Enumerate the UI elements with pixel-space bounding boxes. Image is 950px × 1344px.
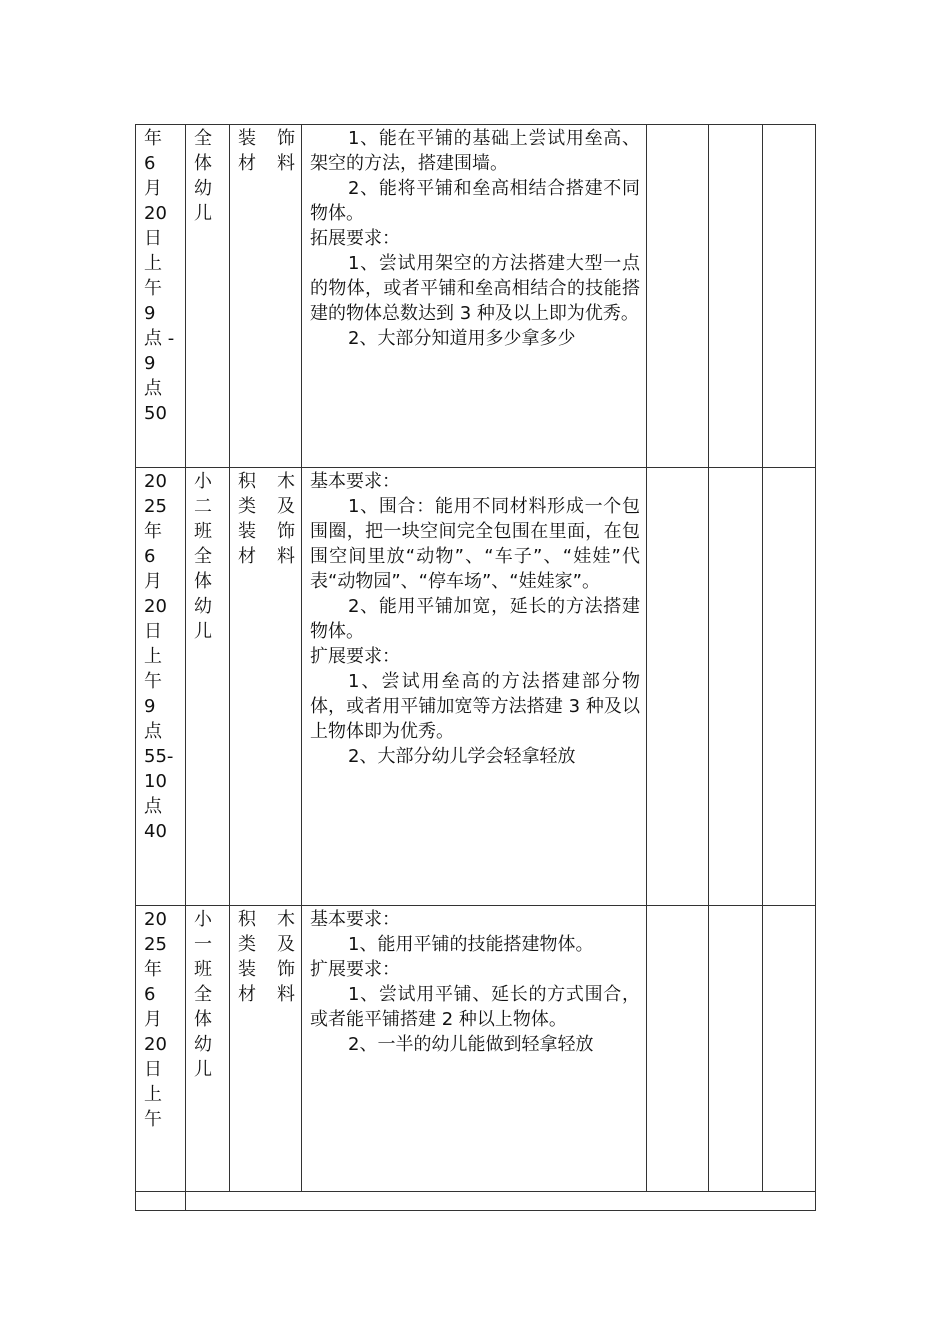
date-char: 9: [144, 303, 156, 324]
date-char: 点 -: [144, 328, 175, 349]
class-char: 体: [194, 153, 212, 174]
requirement-line: 2、大部分幼儿学会轻拿轻放: [348, 746, 576, 767]
date-char: 点: [144, 796, 162, 817]
class-char: 儿: [194, 203, 212, 224]
date-char: 6: [144, 153, 156, 174]
requirements-text: [302, 125, 646, 351]
class-char: 小: [194, 909, 212, 930]
class-text: [186, 468, 229, 644]
class-char: 体: [194, 1009, 212, 1030]
requirements-cell: [302, 906, 647, 1192]
empty-cell: [647, 906, 709, 1192]
date-char: 日: [144, 228, 162, 249]
requirement-line: 1、围合：能用不同材料形成一个包围圈，把一块空间完全包围在里面，在包围空间里放“动物”、“车子”、“娃娃”代表“动物园”、“停车场”、“娃娃家”。: [310, 496, 640, 592]
requirement-line: 基本要求：: [310, 909, 400, 930]
empty-cell: [763, 468, 816, 906]
date-char: 6: [144, 984, 156, 1005]
date-char: 午: [144, 278, 162, 299]
date-cell: [136, 468, 186, 906]
material-line: 积 木: [238, 471, 295, 492]
requirement-line: 拓展要求：: [310, 228, 400, 249]
date-text: [136, 468, 185, 844]
material-line: 类 及: [238, 934, 295, 955]
date-char: 午: [144, 1109, 162, 1130]
date-char: 月: [144, 178, 162, 199]
class-cell: [186, 906, 230, 1192]
date-text: [136, 906, 185, 1132]
material-text: [230, 906, 301, 1007]
class-char: 小: [194, 471, 212, 492]
class-text: [186, 125, 229, 226]
empty-cell: [763, 906, 816, 1192]
table-row: [136, 468, 816, 906]
date-char: 10: [144, 771, 167, 792]
date-char: 上: [144, 1084, 162, 1105]
requirement-line: 扩展要求：: [310, 959, 400, 980]
requirements-cell: [302, 468, 647, 906]
class-char: 全: [194, 128, 212, 149]
date-char: 月: [144, 571, 162, 592]
date-char: 上: [144, 253, 162, 274]
date-text: [136, 125, 185, 426]
empty-cell: [136, 1192, 186, 1211]
class-char: 儿: [194, 621, 212, 642]
material-line: 装 饰: [238, 128, 295, 149]
date-char: 50: [144, 403, 167, 424]
empty-cell: [709, 906, 763, 1192]
date-char: 20: [144, 471, 167, 492]
material-cell: [230, 468, 302, 906]
date-char: 年: [144, 959, 162, 980]
empty-cell: [709, 125, 763, 468]
date-char: 日: [144, 621, 162, 642]
class-char: 班: [194, 959, 212, 980]
material-line: 材料: [238, 984, 295, 1005]
material-line: 类 及: [238, 496, 295, 517]
class-char: 幼: [194, 1034, 212, 1055]
empty-cell: [186, 1192, 816, 1211]
class-cell: [186, 468, 230, 906]
date-char: 40: [144, 821, 167, 842]
date-char: 日: [144, 1059, 162, 1080]
requirement-line: 2、大部分知道用多少拿多少: [348, 328, 576, 349]
date-char: 上: [144, 646, 162, 667]
date-char: 点: [144, 721, 162, 742]
requirement-line: 2、能将平铺和垒高相结合搭建不同物体。: [310, 178, 640, 224]
class-cell: [186, 125, 230, 468]
empty-cell: [763, 125, 816, 468]
date-char: 9: [144, 353, 156, 374]
table-row: [136, 1192, 816, 1211]
material-text: [230, 125, 301, 176]
date-char: 25: [144, 934, 167, 955]
requirement-line: 扩展要求：: [310, 646, 400, 667]
requirement-line: 1、尝试用架空的方法搭建大型一点的物体，或者平铺和垒高相结合的技能搭建的物体总数达到 3 种及以上即为优秀。: [310, 253, 640, 324]
date-cell: [136, 906, 186, 1192]
requirement-line: 1、能用平铺的技能搭建物体。: [348, 934, 594, 955]
material-text: [230, 468, 301, 569]
date-cell: [136, 125, 186, 468]
requirement-line: 1、能在平铺的基础上尝试用垒高、架空的方法，搭建围墙。: [310, 128, 640, 174]
material-cell: [230, 906, 302, 1192]
requirements-text: [302, 468, 646, 769]
material-line: 材料: [238, 546, 295, 567]
empty-cell: [647, 125, 709, 468]
schedule-table: [135, 124, 816, 1211]
date-char: 25: [144, 496, 167, 517]
material-cell: [230, 125, 302, 468]
empty-cell: [647, 468, 709, 906]
requirement-line: 2、能用平铺加宽，延长的方法搭建物体。: [310, 596, 640, 642]
table-row: [136, 906, 816, 1192]
date-char: 午: [144, 671, 162, 692]
date-char: 月: [144, 1009, 162, 1030]
date-char: 年: [144, 521, 162, 542]
date-char: 9: [144, 696, 156, 717]
date-char: 55-: [144, 746, 174, 767]
class-char: 二: [194, 496, 212, 517]
date-char: 20: [144, 596, 167, 617]
class-char: 体: [194, 571, 212, 592]
class-char: 全: [194, 984, 212, 1005]
class-char: 全: [194, 546, 212, 567]
requirements-cell: [302, 125, 647, 468]
class-char: 幼: [194, 178, 212, 199]
class-char: 一: [194, 934, 212, 955]
material-line: 材料: [238, 153, 295, 174]
date-char: 20: [144, 1034, 167, 1055]
material-line: 装 饰: [238, 959, 295, 980]
requirement-line: 1、尝试用平铺、延长的方式围合，或者能平铺搭建 2 种以上物体。: [310, 984, 640, 1030]
date-char: 6: [144, 546, 156, 567]
material-line: 装 饰: [238, 521, 295, 542]
date-char: 点: [144, 378, 162, 399]
requirement-line: 1、尝试用垒高的方法搭建部分物体，或者用平铺加宽等方法搭建 3 种及以上物体即为优秀。: [310, 671, 640, 742]
material-line: 积 木: [238, 909, 295, 930]
requirement-line: 基本要求：: [310, 471, 400, 492]
date-char: 20: [144, 909, 167, 930]
date-char: 20: [144, 203, 167, 224]
requirements-text: [302, 906, 646, 1057]
table-row: [136, 125, 816, 468]
requirement-line: 2、一半的幼儿能做到轻拿轻放: [348, 1034, 594, 1055]
class-char: 儿: [194, 1059, 212, 1080]
class-char: 班: [194, 521, 212, 542]
class-char: 幼: [194, 596, 212, 617]
class-text: [186, 906, 229, 1082]
date-char: 年: [144, 128, 162, 149]
empty-cell: [709, 468, 763, 906]
